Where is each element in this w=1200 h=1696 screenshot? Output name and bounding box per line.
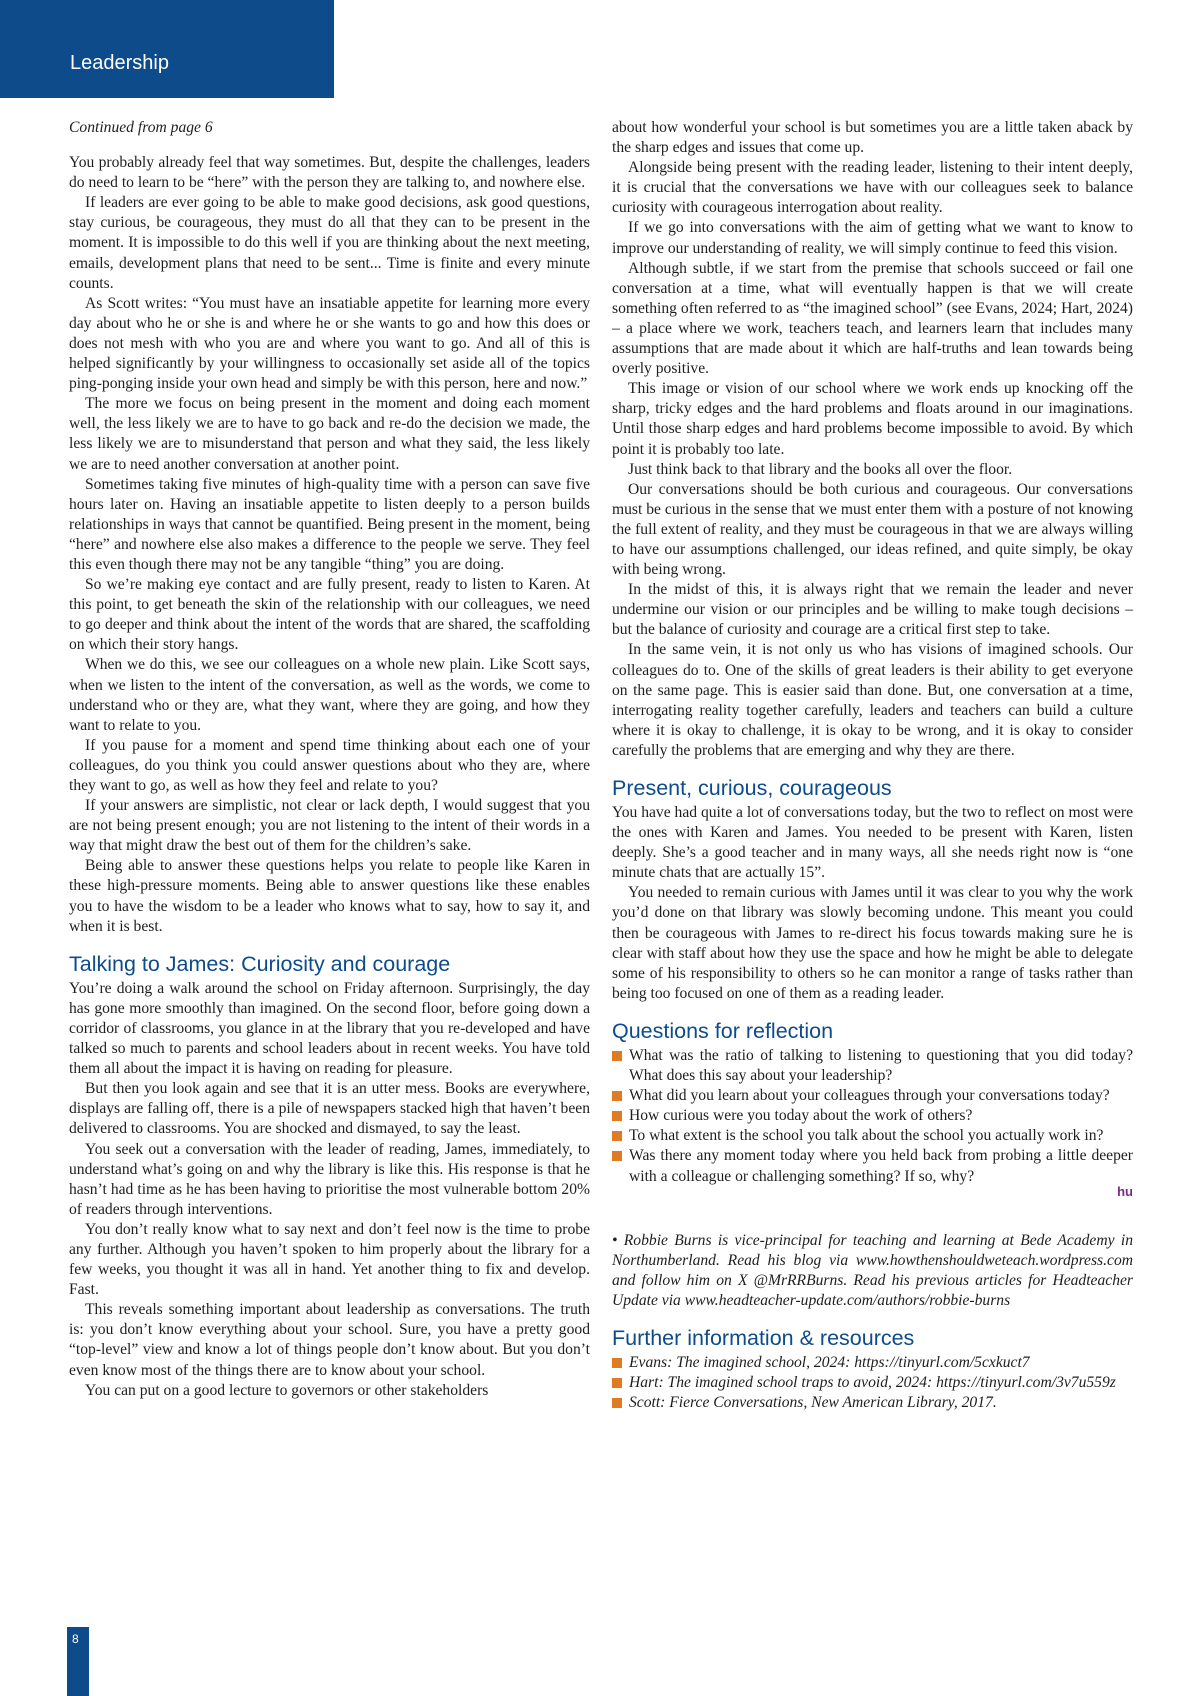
paragraph: In the same vein, it is not only us who has visions of imagined schools. Our colleagues do to. One of the skills of great leaders is their ability to get everyone on the same page. This is easier said than done. But, one conversation at a time, interrogating reality together carefully, leaders and teachers can build a culture where it is okay to challenge, it is okay to be wrong, and it is okay to consider carefully the problems that are emerging and why they are there. xyxy=(612,641,1133,759)
continued-note: Continued from page 6 xyxy=(69,119,213,136)
section-heading-present: Present, curious, courageous xyxy=(612,776,892,800)
paragraph: In the midst of this, it is always right that we remain the leader and never undermine our vision or our principles and be willing to make tough decisions – but the balance of curiosity and courage are a critical first step to take. xyxy=(612,581,1133,639)
reflection-questions-list xyxy=(612,1046,1133,1187)
paragraph: When we do this, we see our colleagues on a whole new plain. Like Scott says, when we listen to the intent of the conversation, as well as the words, we come to understand who or they are, what they want, where they are going, and how they want to relate to you. xyxy=(69,656,590,734)
resources-list xyxy=(612,1353,1133,1413)
resource-item: Evans: The imagined school, 2024: https://tinyurl.com/5cxkuct7 xyxy=(612,1353,1133,1373)
section-heading-james: Talking to James: Curiosity and courage xyxy=(69,951,451,976)
resource-item: Scott: Fierce Conversations, New American Library, 2017. xyxy=(612,1393,1133,1413)
paragraph: Just think back to that library and the books all over the floor. xyxy=(628,460,1013,478)
paragraph: As Scott writes: “You must have an insatiable appetite for learning more every day about who he or she is and where he or she wants to go and how this does or does not mesh with who you are and where you want to go. And all of this is helped significantly by your willingness to occasionally set aside all of the topics ping-ponging inside your own head and simply be with this person, here and now.” xyxy=(69,294,590,393)
paragraph: You have had quite a lot of conversations today, but the two to reflect on most were the ones with Karen and James. You needed to be present with Karen, listen deeply. She’s a good teacher and in many ways, all she needs right now is “one minute chats that are actually 15”. xyxy=(612,804,1133,882)
paragraph: This image or vision of our school where we work ends up knocking off the sharp, tricky edges and the hard problems and floats around in our imaginations. Until those sharp edges and hard problems become impossible to avoid. By which point it is probably too late. xyxy=(612,380,1133,458)
author-bio: • Robbie Burns is vice-principal for teaching and learning at Bede Academy in Northumberland. Read his blog via www.howthenshouldweteach.wordpress.com and follow him on X @MrRRBurns. Read his previous articles for Headteacher Update via www.headteacher-update.com/authors/robbie-burns xyxy=(612,1231,1133,1309)
paragraph: You can put on a good lecture to governors or other stakeholders xyxy=(85,1381,489,1399)
paragraph: But then you look again and see that it is an utter mess. Books are everywhere, displays are falling off, there is a pile of newspapers stacked high that haven’t been delivered to classrooms. You are shocked and dismayed, to say the least. xyxy=(69,1080,590,1138)
paragraph: If we go into conversations with the aim of getting what we want to know to improve our understanding of reality, we will simply continue to feed this vision. xyxy=(612,219,1133,257)
paragraph: You probably already feel that way sometimes. But, despite the challenges, leaders do need to learn to be “here” with the person they are talking to, and nowhere else. xyxy=(69,154,590,192)
list-item: How curious were you today about the work of others? xyxy=(612,1106,1133,1126)
paragraph: Our conversations should be both curious and courageous. Our conversations must be curious in the sense that we must enter them with a posture of not knowing the full extent of reality, and they must be courageous in that we are always willing to have our assumptions challenged, our ideas refined, and quite simply, be okay with being wrong. xyxy=(612,480,1133,579)
list-item: What was the ratio of talking to listening to questioning that you did today? What does this say about your leadership? xyxy=(612,1046,1133,1086)
paragraph: The more we focus on being present in the moment and doing each moment well, the less likely we are to have to go back and re-do the decision we made, the less likely we are to misunderstand that person and what they said, the less likely we are to need another conversation at another point. xyxy=(69,395,590,473)
paragraph: You don’t really know what to say next and don’t feel now is the time to probe any further. Although you haven’t spoken to him properly about the library for a few weeks, you thought it was all in hand. Yet another thing to fix and develop. Fast. xyxy=(69,1220,590,1299)
list-item: What did you learn about your colleagues through your conversations today? xyxy=(612,1086,1133,1106)
hu-logo-icon: hu xyxy=(1117,1183,1133,1199)
page-number: 8 xyxy=(72,1632,79,1646)
paragraph: This reveals something important about leadership as conversations. The truth is: you don’t know everything about your school. Sure, you have a pretty good “top-level” view and know a lot of things people don’t know about. But you don’t even know most of the things there are to know about your school. xyxy=(69,1301,590,1379)
paragraph: about how wonderful your school is but sometimes you are a little taken aback by the sharp edges and issues that come up. xyxy=(612,119,1133,157)
paragraph: You’re doing a walk around the school on Friday afternoon. Surprisingly, the day has gone more smoothly than imagined. On the second floor, before going down a corridor of classrooms, you glance in at the library that you re-developed and have talked so much to parents and school leaders about in recent weeks. You have told them all about the impact it is having on reading for pleasure. xyxy=(69,979,590,1078)
right-column xyxy=(612,118,1133,1413)
paragraph: Being able to answer these questions helps you relate to people like Karen in these high-pressure moments. Being able to answer questions like these enables you to have the wisdom to be a leader who knows what to say, how to say it, and when it is best. xyxy=(69,857,590,935)
paragraph: You seek out a conversation with the leader of reading, James, immediately, to understand what’s going on and why the library is like this. His response is that he hasn’t had time as he has been having to prioritise the most vulnerable bottom 20% of readers through interventions. xyxy=(69,1140,590,1218)
paragraph: You needed to remain curious with James until it was clear to you why the work you’d done on that library was slowly becoming undone. This meant you could then be courageous with James to re-direct his focus towards making sure he is clear with staff about how they use the space and how he might be able to delegate some of his responsibility to others so he can monitor a range of tasks rather than being too focused on one of them as a reading leader. xyxy=(612,884,1133,1002)
paragraph: Alongside being present with the reading leader, listening to their intent deeply, it is crucial that the conversations we have with our colleagues seek to balance curiosity with courageous interrogation about reality. xyxy=(612,159,1133,217)
resource-item: Hart: The imagined school traps to avoid, 2024: https://tinyurl.com/3v7u559z xyxy=(612,1373,1133,1393)
list-item: Was there any moment today where you held back from probing a little deeper with a colleague or challenging something? If so, why? xyxy=(612,1146,1133,1186)
section-label: Leadership xyxy=(70,52,169,74)
left-column xyxy=(69,118,590,1401)
list-item: To what extent is the school you talk about the school you actually work in? xyxy=(612,1126,1133,1146)
paragraph: If you pause for a moment and spend time thinking about each one of your colleagues, do you think you could answer questions about who they are, where they want to go, as well as how they feel and relate to you? xyxy=(69,736,590,794)
paragraph: Although subtle, if we start from the premise that schools succeed or fail one conversation at a time, what will eventually happen is that we will create something often referred to as “the imagined school” (see Evans, 2024; Hart, 2024) – a place where we work, teachers teach, and learners learn that includes many assumptions that are made about it which are half-truths and lean towards being overly positive. xyxy=(612,259,1133,378)
section-tab xyxy=(0,0,334,98)
paragraph: So we’re making eye contact and are fully present, ready to listen to Karen. At this point, to get beneath the skin of the relationship with our colleagues, we need to go deeper and think about the intent of the words that are shared, the scaffolding on which their story hangs. xyxy=(69,576,590,654)
section-heading-questions: Questions for reflection xyxy=(612,1018,834,1043)
paragraph: If leaders are ever going to be able to make good decisions, ask good questions, stay curious, be courageous, they must do all that they can to be present in the moment. It is impossible to do this well if you are thinking about the next meeting, emails, development plans that need to be sent... Time is finite and every minute counts. xyxy=(69,194,590,292)
paragraph: Sometimes taking five minutes of high-quality time with a person can save five hours later on. Having an insatiable appetite to listen deeply to a person builds relationships in ways that cannot be quantified. Being present in the moment, being “here” and nowhere else also makes a difference to the people we serve. They feel this even though there may not be any tangible “thing” you are doing. xyxy=(69,475,590,573)
section-heading-further: Further information & resources xyxy=(612,1325,915,1350)
paragraph: If your answers are simplistic, not clear or lack depth, I would suggest that you are not being present enough; you are not listening to the intent of their words in a way that might draw the best out of them for the children’s sake. xyxy=(69,797,590,855)
